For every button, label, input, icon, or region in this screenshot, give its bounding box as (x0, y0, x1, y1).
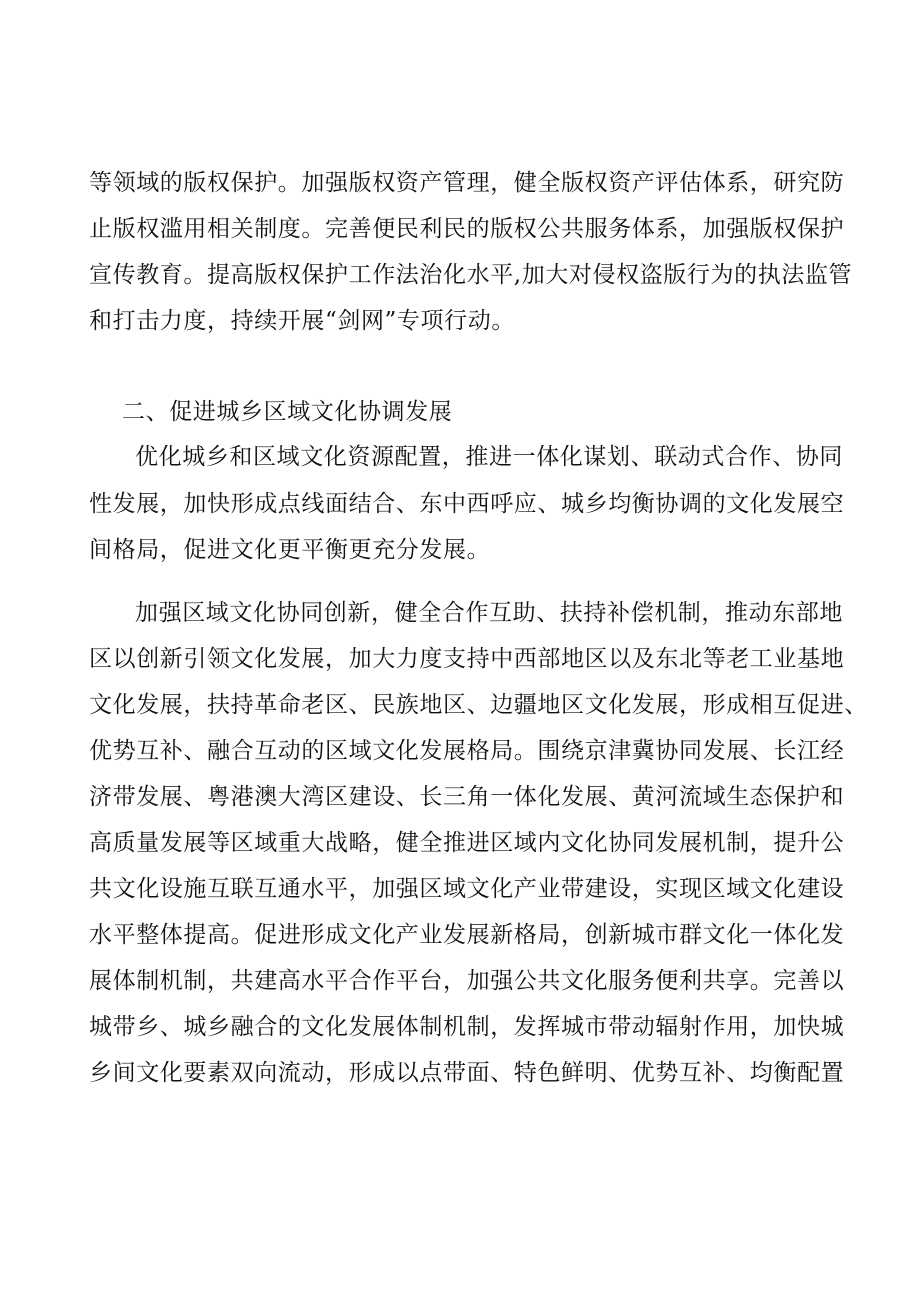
section-heading: 二、促进城乡区域文化协调发展 (122, 399, 453, 425)
paragraph-line: 高质量发展等区域重大战略，健全推进区域内文化协同发展机制，提升公 (89, 830, 845, 856)
paragraph-line: 等领域的版权保护。加强版权资产管理，健全版权资产评估体系，研究防 (89, 170, 845, 196)
paragraph-line: 间格局，促进文化更平衡更充分发展。 (89, 537, 491, 563)
paragraph-line: 止版权滥用相关制度。完善便民利民的版权公共服务体系，加强版权保护 (89, 216, 845, 242)
paragraph-line: 城带乡、城乡融合的文化发展体制机制，发挥城市带动辐射作用，加快城 (89, 1014, 845, 1040)
paragraph-line: 乡间文化要素双向流动，形成以点带面、特色鲜明、优势互补、均衡配置 (89, 1060, 845, 1086)
paragraph-line: 优化城乡和区域文化资源配置，推进一体化谋划、联动式合作、协同 (135, 444, 843, 470)
paragraph-line: 济带发展、粤港澳大湾区建设、长三角一体化发展、黄河流域生态保护和 (89, 784, 845, 810)
paragraph-line: 宣传教育。提高版权保护工作法治化水平,加大对侵权盗版行为的执法监管 (89, 262, 853, 288)
paragraph-line: 水平整体提高。促进形成文化产业发展新格局，创新城市群文化一体化发 (89, 922, 845, 948)
paragraph-line: 区以创新引领文化发展，加大力度支持中西部地区以及东北等老工业基地 (89, 646, 845, 672)
paragraph-line: 优势互补、融合互动的区域文化发展格局。围绕京津冀协同发展、长江经 (89, 738, 845, 764)
paragraph-line: 展体制机制，共建高水平合作平台，加强公共文化服务便利共享。完善以 (89, 968, 845, 994)
paragraph-line: 性发展，加快形成点线面结合、东中西呼应、城乡均衡协调的文化发展空 (89, 491, 845, 517)
paragraph-line: 文化发展，扶持革命老区、民族地区、边疆地区文化发展，形成相互促进、 (89, 692, 868, 718)
paragraph-line: 加强区域文化协同创新，健全合作互助、扶持补偿机制，推动东部地 (135, 600, 843, 626)
paragraph-line: 和打击力度，持续开展“剑网”专项行动。 (89, 308, 515, 334)
paragraph-line: 共文化设施互联互通水平，加强区域文化产业带建设，实现区域文化建设 (89, 876, 845, 902)
